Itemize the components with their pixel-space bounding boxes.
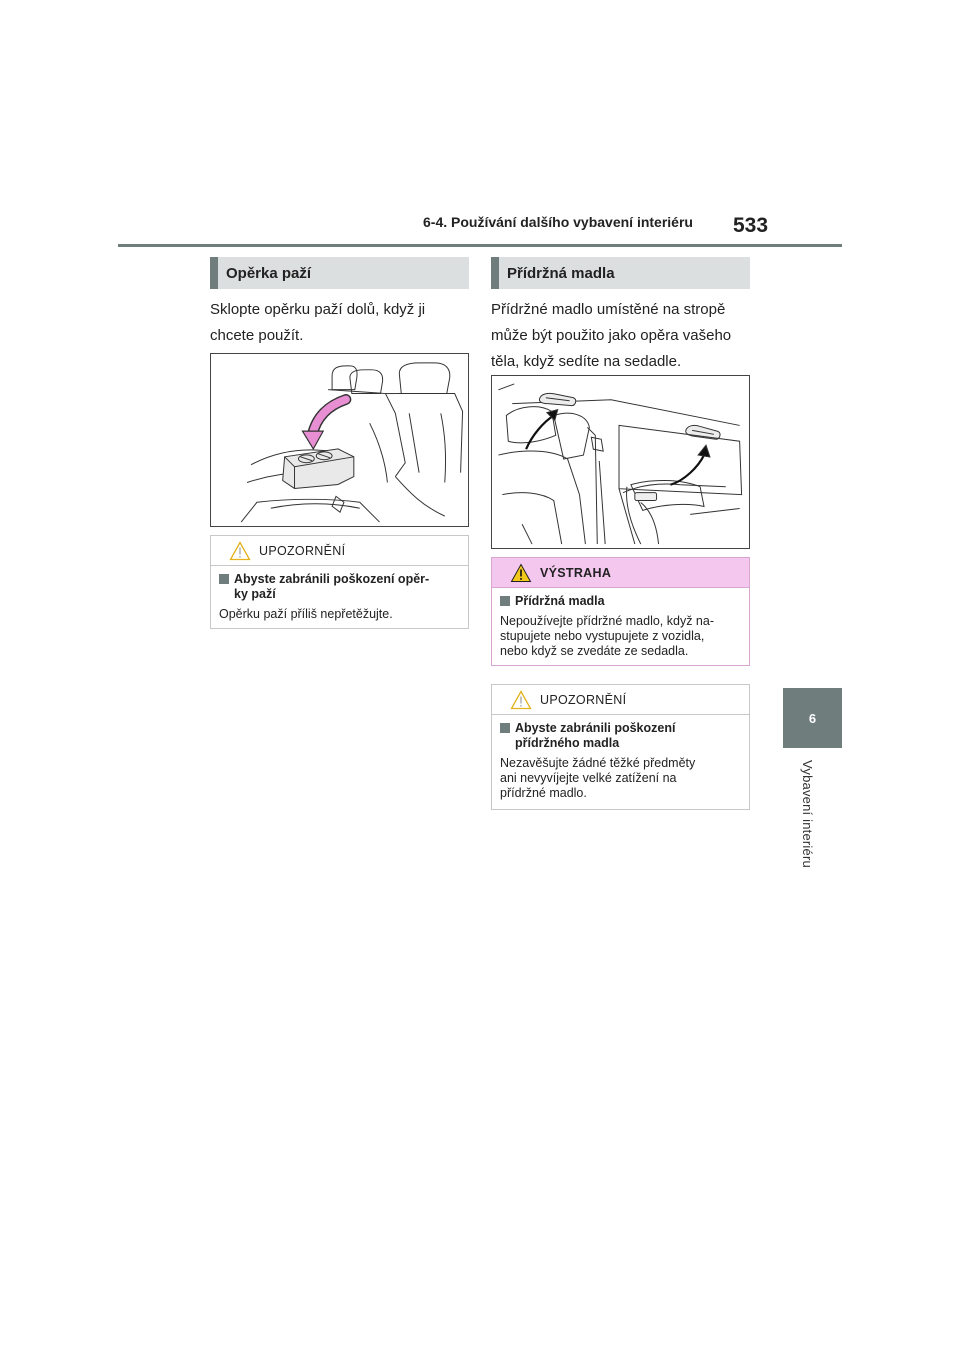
bullet-square-icon — [500, 596, 510, 606]
chapter-tab — [783, 688, 842, 748]
caution-subheading — [219, 572, 460, 602]
caution-triangle-icon — [510, 690, 532, 710]
caution-triangle-icon — [229, 541, 251, 561]
section-heading-label: Opěrka paží — [226, 264, 312, 282]
text-line: těla, když sedíte na sedadle. — [491, 353, 682, 370]
section-heading-assist-grips — [491, 257, 750, 289]
caution-text — [500, 756, 741, 801]
caution-text: Opěrku paží příliš nepřetěžujte. — [219, 607, 393, 621]
header-divider — [118, 244, 842, 247]
page-number: 533 — [733, 214, 769, 237]
caution-label: UPOZORNĚNÍ — [259, 544, 346, 558]
text-line: může být použito jako opěra vašeho — [491, 327, 732, 344]
section-heading-armrest — [210, 257, 469, 289]
bullet-square-icon — [219, 574, 229, 584]
text-line: ky paží — [234, 587, 276, 601]
bullet-square-icon — [500, 723, 510, 733]
chapter-side-label: Vybavení interiéru — [800, 760, 815, 868]
chapter-number: 6 — [808, 710, 817, 726]
text-line: Nepoužívejte přídržné madlo, když na- — [500, 614, 714, 628]
section-heading-label: Přídržná madla — [507, 264, 615, 282]
caution-header — [492, 685, 749, 715]
text-line: Sklopte opěrku paží dolů, když ji — [210, 301, 426, 318]
text-line: přídržné madlo. — [500, 786, 587, 800]
caution-subheading — [500, 721, 741, 751]
warning-label: VÝSTRAHA — [540, 566, 612, 580]
armrest-instructions — [210, 297, 469, 349]
warning-box-assist-grips — [491, 557, 750, 666]
warning-triangle-icon — [510, 563, 532, 583]
caution-box-armrest — [210, 535, 469, 629]
text-line: Přídržné madlo umístěné na stropě — [491, 301, 726, 318]
caution-label: UPOZORNĚNÍ — [540, 693, 627, 707]
text-line: ani nevyvíjejte velké zatížení na — [500, 771, 677, 785]
caution-header — [211, 536, 468, 566]
text-line: Nezavěšujte žádné těžké předměty — [500, 756, 696, 770]
warning-subheading-text: Přídržná madla — [515, 594, 605, 608]
armrest-illustration — [210, 353, 469, 527]
caution-box-assist-grips — [491, 684, 750, 810]
warning-text — [500, 614, 741, 659]
text-line: chcete použít. — [210, 327, 304, 344]
text-line: nebo když se zvedáte ze sedadla. — [500, 644, 689, 658]
text-line: Abyste zabránili poškození opěr- — [234, 572, 430, 586]
text-line: přídržného madla — [515, 736, 620, 750]
text-line: stupujete nebo vystupujete z vozidla, — [500, 629, 705, 643]
chapter-section-title: 6-4. Používání dalšího vybavení interiéru — [423, 214, 693, 230]
assist-grip-instructions — [491, 297, 761, 375]
text-line: Abyste zabránili poškození — [515, 721, 676, 735]
warning-header — [492, 558, 749, 588]
warning-subheading — [500, 594, 741, 609]
assist-grip-illustration — [491, 375, 750, 549]
